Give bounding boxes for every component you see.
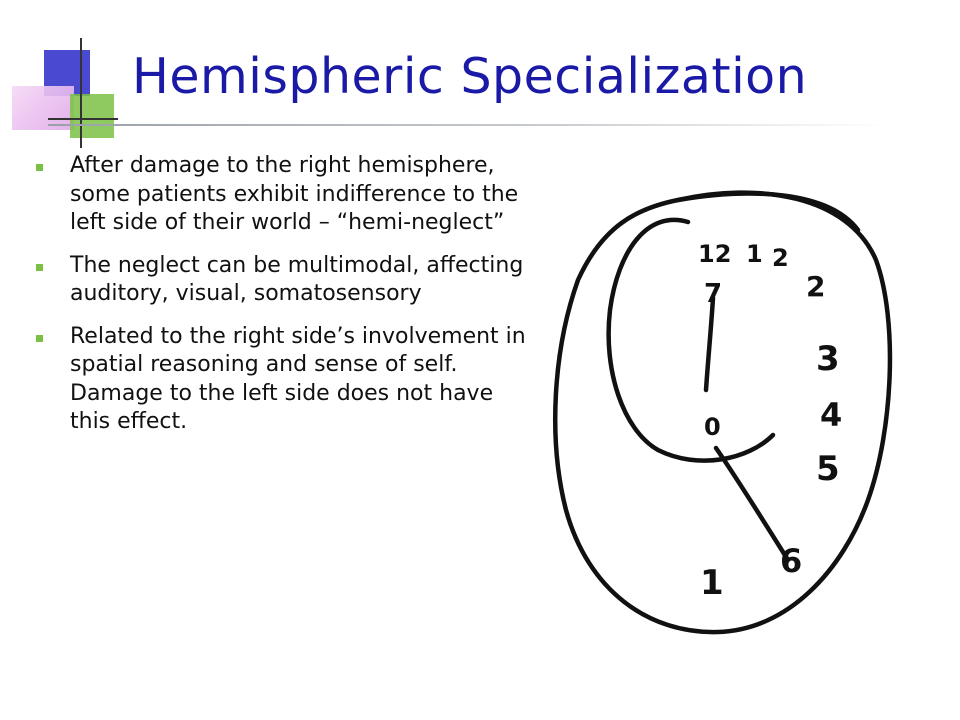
bullet-text: After damage to the right hemisphere, some patients exhibit indifference to the left side of their world – “hemi-neglect” <box>70 153 519 235</box>
clock-numeral: 7 <box>704 279 723 309</box>
clock-numeral: 12 <box>698 240 732 268</box>
bullet-text: Related to the right side’s involvement in spatial reasoning and sense of self. Damage to the left side does not have this effect. <box>70 323 526 434</box>
clock-numeral: 4 <box>820 396 843 434</box>
clock-drawing-image <box>548 170 908 650</box>
bullet-item <box>36 152 536 238</box>
clock-numeral: 3 <box>816 339 840 379</box>
deco-horizontal-line <box>48 118 118 120</box>
bullet-square-icon <box>36 264 43 271</box>
clock-numeral: 6 <box>780 542 803 580</box>
clock-numeral: 1 <box>700 563 724 603</box>
clock-numeral: 1 <box>746 240 763 268</box>
clock-hand-up <box>706 298 713 390</box>
bullet-item <box>36 323 536 437</box>
deco-vertical-line <box>80 38 82 148</box>
clock-hand-down <box>716 448 788 560</box>
deco-green-square <box>70 94 114 138</box>
bullet-square-icon <box>36 164 43 171</box>
clock-numeral: 2 <box>772 244 789 272</box>
bullet-list <box>36 152 536 451</box>
slide-title: Hemispheric Specialization <box>132 48 808 105</box>
bullet-text: The neglect can be multimodal, affecting auditory, visual, somatosensory <box>70 252 524 306</box>
title-divider <box>48 124 888 126</box>
clock-numeral: 0 <box>704 413 721 441</box>
bullet-item <box>36 252 536 309</box>
clock-numeral: 5 <box>816 449 840 489</box>
bullet-square-icon <box>36 335 43 342</box>
clock-numeral: 2 <box>806 270 826 303</box>
decorative-squares <box>0 0 140 150</box>
